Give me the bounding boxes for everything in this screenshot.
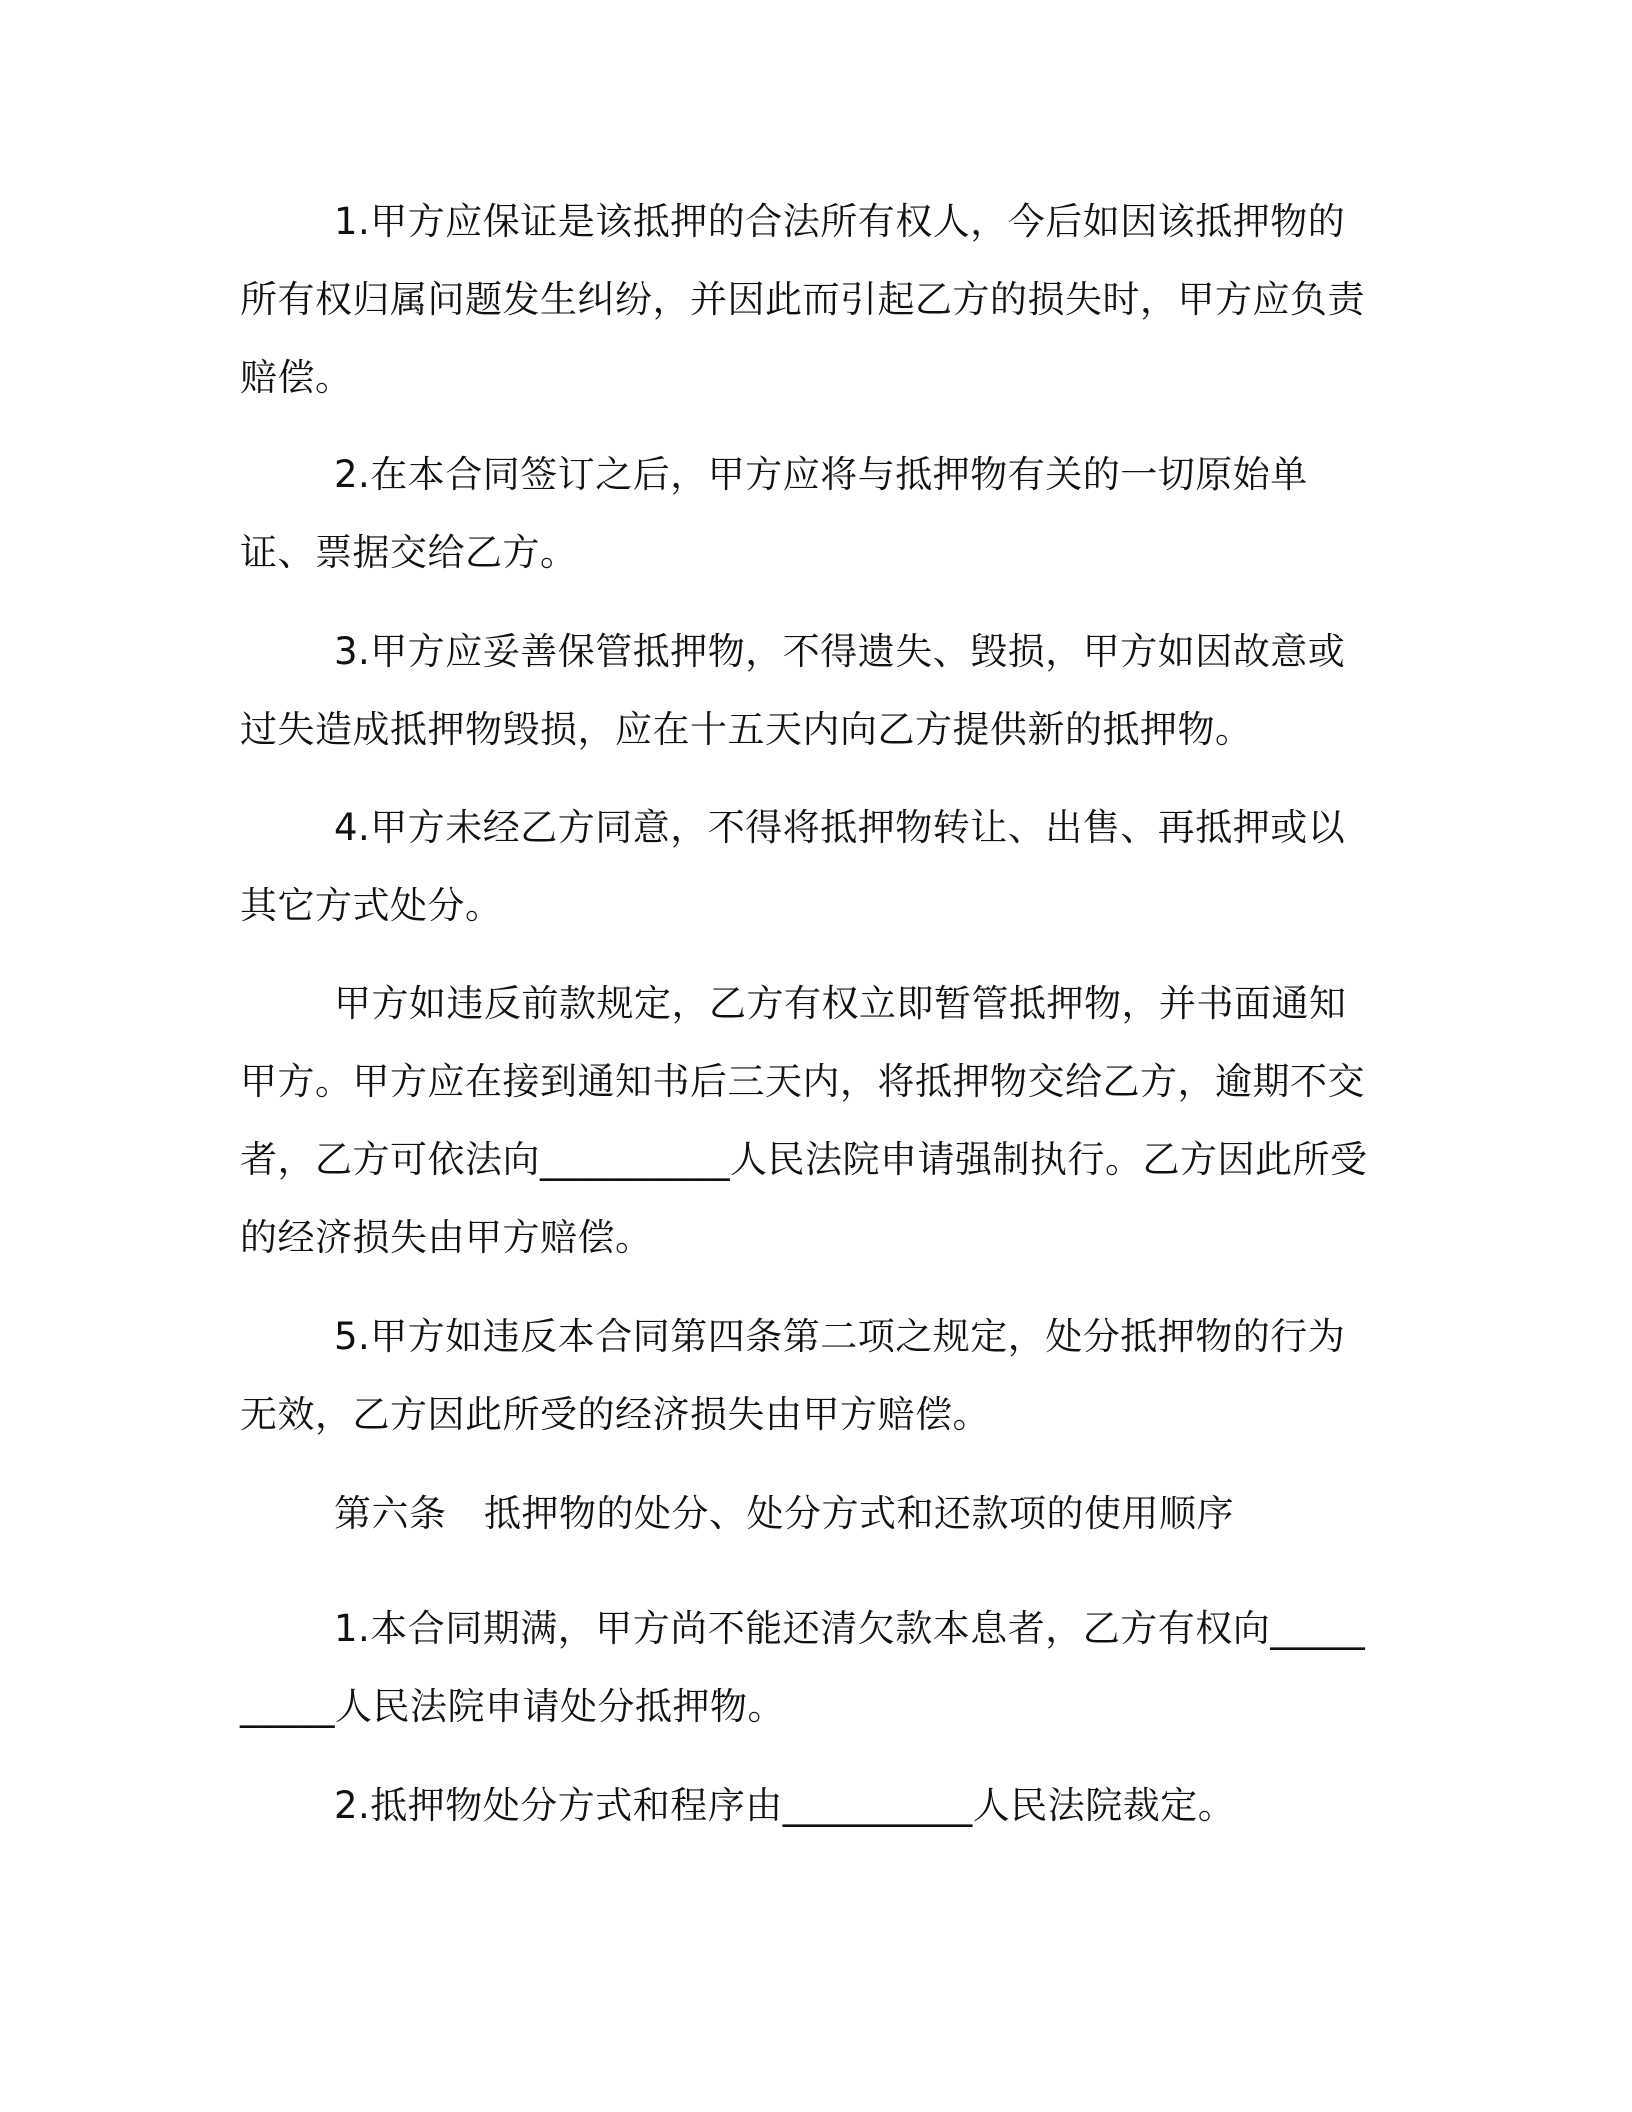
article-6-clause-2-paragraph: 2.抵押物处分方式和程序由__________人民法院裁定。 — [334, 1784, 1236, 1827]
breach-paragraph: 甲方如违反前款规定，乙方有权立即暂管抵押物，并书面通知甲方。甲方应在接到通知书后三天内，将抵押物交给乙方，逾期不交者，乙方可依法向__________人民法院申请强制执行。乙方因此所受的经济损失由甲方赔偿。 — [240, 982, 1368, 1259]
clause-1-paragraph: 1.甲方应保证是该抵押的合法所有权人，今后如因该抵押物的所有权归属问题发生纠纷，并因此而引起乙方的损失时，甲方应负责赔偿。 — [240, 200, 1365, 399]
article-6-heading: 第六条 抵押物的处分、处分方式和还款项的使用顺序 — [334, 1492, 1234, 1535]
article-6-clause-1-paragraph: 1.本合同期满，甲方尚不能还清欠款本息者，乙方有权向__________人民法院申请处分抵押物。 — [240, 1607, 1366, 1728]
clause-2-paragraph: 2.在本合同签订之后，甲方应将与抵押物有关的一切原始单证、票据交给乙方。 — [240, 453, 1308, 574]
clause-4-paragraph: 4.甲方未经乙方同意，不得将抵押物转让、出售、再抵押或以其它方式处分。 — [240, 806, 1346, 927]
clause-5-paragraph: 5.甲方如违反本合同第四条第二项之规定，处分抵押物的行为无效，乙方因此所受的经济损失由甲方赔偿。 — [240, 1315, 1346, 1436]
clause-3-paragraph: 3.甲方应妥善保管抵押物，不得遗失、毁损，甲方如因故意或过失造成抵押物毁损，应在十五天内向乙方提供新的抵押物。 — [240, 630, 1346, 751]
